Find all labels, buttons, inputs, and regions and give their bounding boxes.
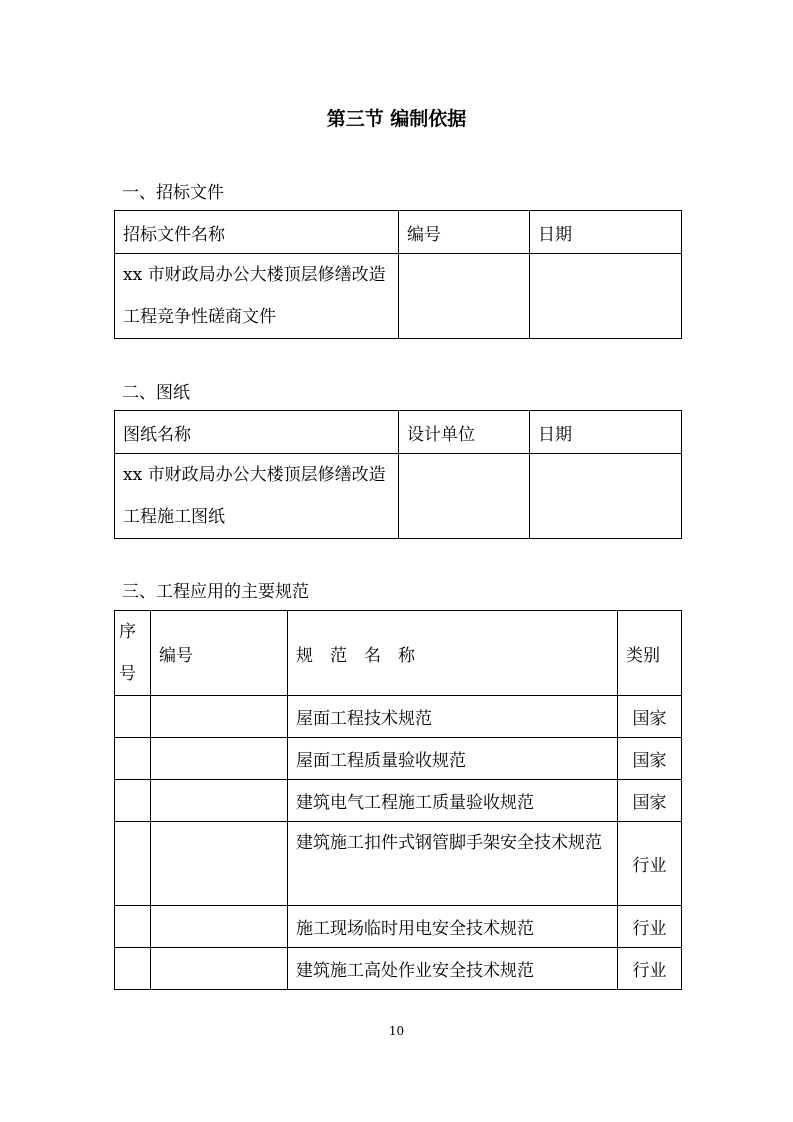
serial-cell <box>115 780 151 822</box>
header-cell-serial: 序号 <box>115 611 151 696</box>
category-cell: 行业 <box>618 906 682 948</box>
code-cell <box>151 780 288 822</box>
table-row <box>115 906 682 948</box>
table-header-row <box>115 411 682 454</box>
section-title: 第三节 编制依据 <box>326 108 467 130</box>
code-cell <box>151 948 288 990</box>
table-header-row <box>115 211 682 254</box>
date-cell <box>530 454 682 539</box>
table-row <box>115 454 682 539</box>
header-cell-name: 规 范 名 称 <box>288 611 618 696</box>
heading-standards: 三、工程应用的主要规范 <box>122 582 309 602</box>
design-unit-cell <box>399 454 530 539</box>
serial-cell <box>115 738 151 780</box>
number-cell <box>399 254 530 339</box>
table-row <box>115 780 682 822</box>
drawings-table <box>114 410 682 539</box>
header-cell: 日期 <box>530 411 682 454</box>
date-cell <box>530 254 682 339</box>
page-number: 10 <box>388 1024 405 1038</box>
header-cell: 招标文件名称 <box>115 211 399 254</box>
code-cell <box>151 906 288 948</box>
serial-cell <box>115 906 151 948</box>
category-cell: 国家 <box>618 738 682 780</box>
table-row <box>115 822 682 906</box>
table-row <box>115 738 682 780</box>
serial-cell <box>115 822 151 906</box>
category-cell: 国家 <box>618 780 682 822</box>
standard-name-cell: 屋面工程技术规范 <box>288 696 618 738</box>
standard-name-cell: 建筑施工高处作业安全技术规范 <box>288 948 618 990</box>
table-row <box>115 696 682 738</box>
standards-table <box>114 610 682 990</box>
header-cell-code: 编号 <box>151 611 288 696</box>
heading-drawings: 二、图纸 <box>122 383 190 403</box>
table-row <box>115 254 682 339</box>
standard-name-cell: 建筑电气工程施工质量验收规范 <box>288 780 618 822</box>
serial-cell <box>115 696 151 738</box>
header-cell: 编号 <box>399 211 530 254</box>
bidding-documents-table <box>114 210 682 339</box>
table-row <box>115 948 682 990</box>
header-cell: 图纸名称 <box>115 411 399 454</box>
standard-name-cell: 建筑施工扣件式钢管脚手架安全技术规范 <box>288 822 618 906</box>
header-cell-category: 类别 <box>618 611 682 696</box>
standard-name-cell: 施工现场临时用电安全技术规范 <box>288 906 618 948</box>
code-cell <box>151 696 288 738</box>
drawing-name-cell: xx 市财政局办公大楼顶层修缮改造工程施工图纸 <box>115 454 399 539</box>
code-cell <box>151 822 288 906</box>
category-cell: 行业 <box>618 948 682 990</box>
category-cell: 国家 <box>618 696 682 738</box>
heading-bidding-documents: 一、招标文件 <box>122 183 224 203</box>
header-cell: 设计单位 <box>399 411 530 454</box>
category-cell: 行业 <box>618 822 682 906</box>
standard-name-cell: 屋面工程质量验收规范 <box>288 738 618 780</box>
serial-cell <box>115 948 151 990</box>
header-cell: 日期 <box>530 211 682 254</box>
code-cell <box>151 738 288 780</box>
document-name-cell: xx 市财政局办公大楼顶层修缮改造工程竞争性磋商文件 <box>115 254 399 339</box>
table-header-row <box>115 611 682 696</box>
